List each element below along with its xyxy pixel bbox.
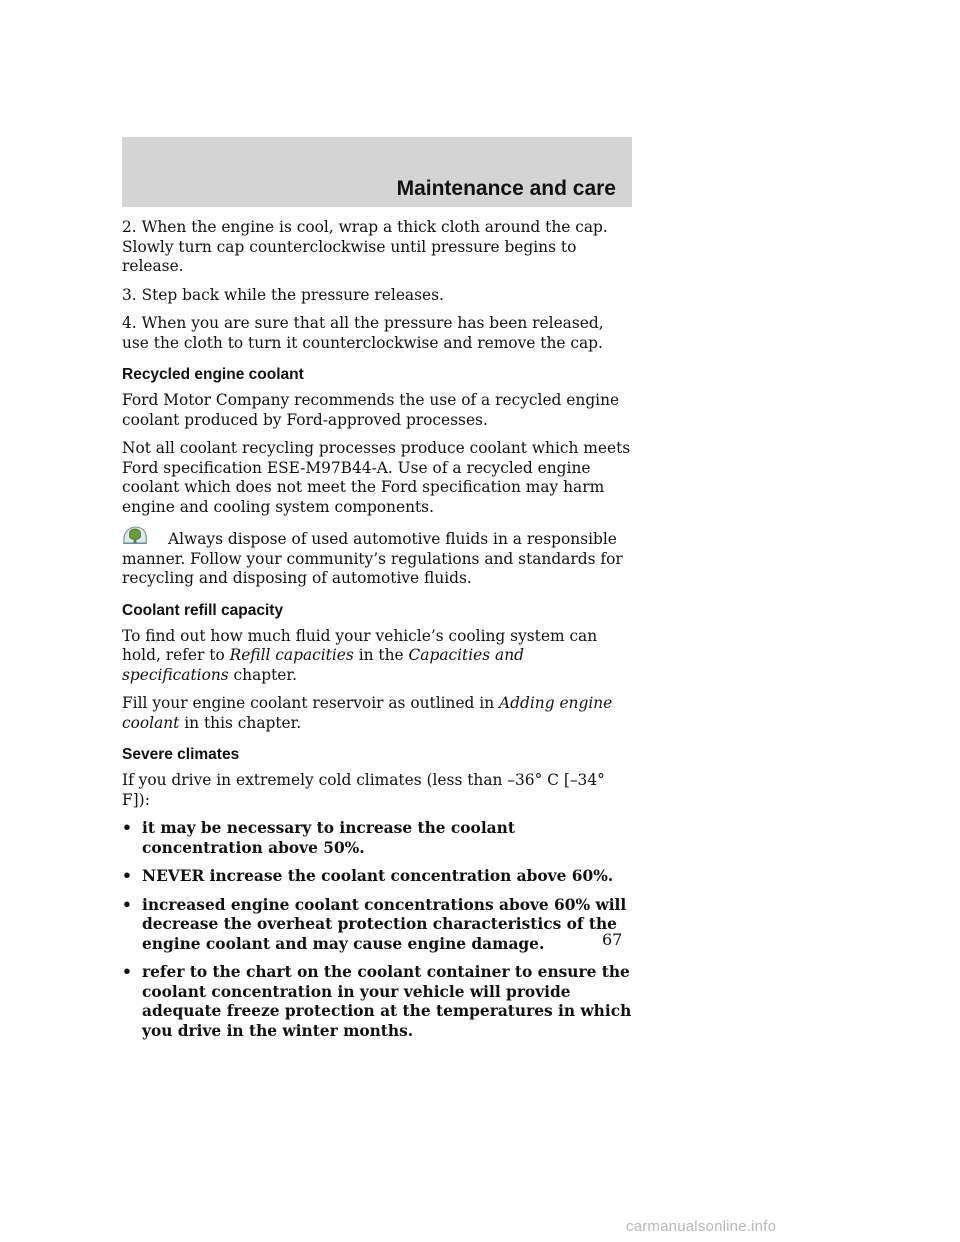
list-item [122, 963, 634, 1041]
page-number: 67 [602, 930, 623, 949]
refill-p2-text-b: in this chapter. [179, 713, 302, 732]
adding-coolant-ref: Adding engine coolant [122, 694, 613, 732]
section-header-band [122, 137, 632, 207]
section-title: Maintenance and care [396, 177, 616, 200]
environment-tree-icon [122, 526, 148, 546]
bullet-glyph: • [122, 819, 132, 837]
severe-climates-heading: Severe climates [122, 746, 240, 763]
step-4: 4. When you are sure that all the pressure has been released, use the cloth to turn it counterclockwise and remove the cap. [122, 314, 604, 352]
refill-paragraph-1 [122, 627, 634, 686]
page-content [122, 218, 634, 1050]
refill-p1-text-b: in the [353, 646, 409, 664]
list-item [122, 867, 634, 887]
refill-capacities-ref: Refill capacities [229, 646, 354, 664]
bullet-glyph: • [122, 895, 132, 914]
severe-climates-list [122, 819, 634, 1041]
refill-paragraph-2 [122, 694, 634, 733]
recycled-coolant-heading: Recycled engine coolant [122, 366, 304, 383]
list-item-text: it may be necessary to increase the coolant concentration above 50%. [142, 819, 515, 857]
step-3: 3. Step back while the pressure releases. [122, 285, 444, 304]
list-item-text: refer to the chart on the coolant container to ensure the coolant concentration in your vehicle will provide adequate freeze protection at the temperatures in which you drive in the winter months. [142, 963, 632, 1040]
watermark: carmanualsonline.info [626, 1218, 777, 1235]
refill-p1-text-a: To find out how much fluid your vehicle’s cooling system can hold, refer to [122, 626, 598, 664]
list-item [122, 896, 634, 955]
bullet-glyph: • [122, 867, 132, 885]
environment-note-text: Always dispose of used automotive fluids in a responsible manner. Follow your community’s regulations and standards for recycling and disposing of automotive fluids. [122, 530, 623, 587]
recycled-coolant-paragraph-1: Ford Motor Company recommends the use of a recycled engine coolant produced by Ford-approved processes. [122, 391, 620, 429]
environment-note [122, 526, 634, 589]
list-item-text: increased engine coolant concentrations above 60% will decrease the overheat protection characteristics of the engine coolant and may cause engine damage. [142, 895, 627, 953]
capacities-chapter-ref: Capacities and specifications [122, 646, 524, 684]
coolant-refill-heading: Coolant refill capacity [122, 601, 284, 619]
refill-p2-text-a: Fill your engine coolant reservoir as outlined in [122, 694, 500, 712]
recycled-coolant-paragraph-2: Not all coolant recycling processes produce coolant which meets Ford specification ESE-M97B44-A. Use of a recycled engine coolant which does not meet the Ford specification may harm engine and cooling system components. [122, 439, 631, 516]
step-2: 2. When the engine is cool, wrap a thick cloth around the cap. Slowly turn cap counterclockwise until pressure begins to release. [122, 218, 608, 275]
list-item-text: NEVER increase the coolant concentration above 60%. [142, 867, 614, 885]
refill-p1-text-c: chapter. [228, 665, 297, 684]
list-item [122, 819, 634, 858]
bullet-glyph: • [122, 963, 132, 981]
severe-climates-intro: If you drive in extremely cold climates (less than –36° C [–34° F]): [122, 771, 605, 809]
